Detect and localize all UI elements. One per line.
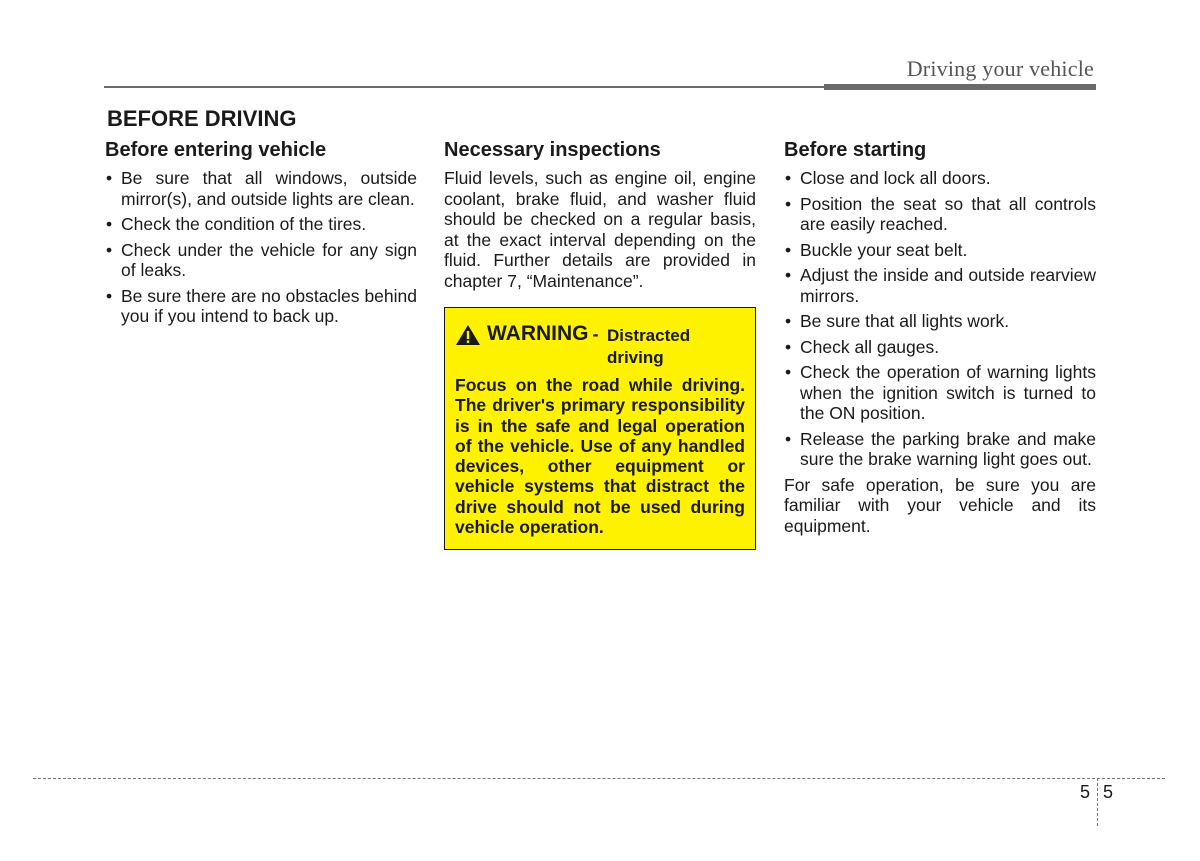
list-item: • Be sure that all windows, outside mirror(s), and outside lights are clean.: [106, 168, 417, 209]
footer-divider: [1097, 778, 1098, 826]
bullet: •: [106, 168, 113, 188]
heading-before-starting: Before starting: [784, 139, 927, 161]
warning-box: [444, 307, 756, 550]
list-item: • Adjust the inside and outside rearview mirrors.: [785, 265, 1096, 306]
warning-label: WARNING: [487, 322, 589, 345]
page-chapter-number: 5: [1080, 782, 1091, 802]
page-header-title: Driving your vehicle: [906, 56, 1094, 81]
warning-header: [455, 322, 745, 369]
heading-before-entering: Before entering vehicle: [105, 139, 327, 161]
inspections-text: Fluid levels, such as engine oil, engine coolant, brake fluid, and washer fluid should be checked on a regular basis, at the exact interval depending on the fluid. Further details are provided in chapter 7, “Maintenance”.: [444, 168, 756, 291]
warning-subtitle: Distracted driving: [606, 326, 691, 367]
heading-necessary-inspections: Necessary inspections: [444, 139, 661, 161]
before-starting-closing: For safe operation, be sure you are familiar with your vehicle and its equipment.: [784, 474, 1096, 536]
header-rule-accent: [824, 84, 1096, 90]
column-necessary-inspections: [444, 138, 756, 550]
list-item: • Release the parking brake and make sure the brake warning light goes out.: [785, 428, 1096, 469]
bullet: •: [106, 285, 113, 306]
warning-dash: -: [592, 324, 599, 344]
bullet: •: [785, 311, 792, 331]
list-item: • Position the seat so that all controls are easily reached.: [785, 193, 1096, 234]
bullet: •: [785, 265, 792, 285]
list-item: • Buckle your seat belt.: [785, 239, 968, 260]
list-item: • Check the condition of the tires.: [106, 214, 367, 234]
before-entering-list: [105, 168, 417, 327]
bullet: •: [785, 193, 792, 214]
warning-text: Focus on the road while driving. The driver's primary responsibility is in the safe and legal operation of the vehicle. Use of any handled devices, other equipment or vehicle systems that distract the drive should not be used during vehicle operation.: [455, 375, 745, 538]
warning-triangle-icon: [455, 324, 481, 346]
list-item: • Check the operation of warning lights when the ignition switch is turned to the ON position.: [785, 362, 1096, 423]
list-item: • Be sure there are no obstacles behind you if you intend to back up.: [106, 285, 417, 326]
list-item: • Check under the vehicle for any sign of leaks.: [106, 239, 417, 280]
list-item: • Check all gauges.: [785, 336, 940, 357]
column-before-starting: [784, 138, 1096, 536]
section-title: BEFORE DRIVING: [107, 106, 297, 131]
bullet: •: [785, 336, 792, 357]
bullet: •: [785, 168, 792, 188]
list-item: • Close and lock all doors.: [785, 168, 991, 188]
footer-rule: [33, 778, 1165, 779]
bullet: •: [785, 428, 792, 449]
column-before-entering: [105, 138, 417, 332]
bullet: •: [785, 362, 792, 382]
bullet: •: [106, 239, 113, 260]
bullet: •: [785, 239, 792, 260]
list-item: • Be sure that all lights work.: [785, 311, 1010, 331]
before-starting-list: [784, 168, 1096, 470]
bullet: •: [106, 214, 113, 234]
page-number: 5: [1103, 782, 1114, 802]
